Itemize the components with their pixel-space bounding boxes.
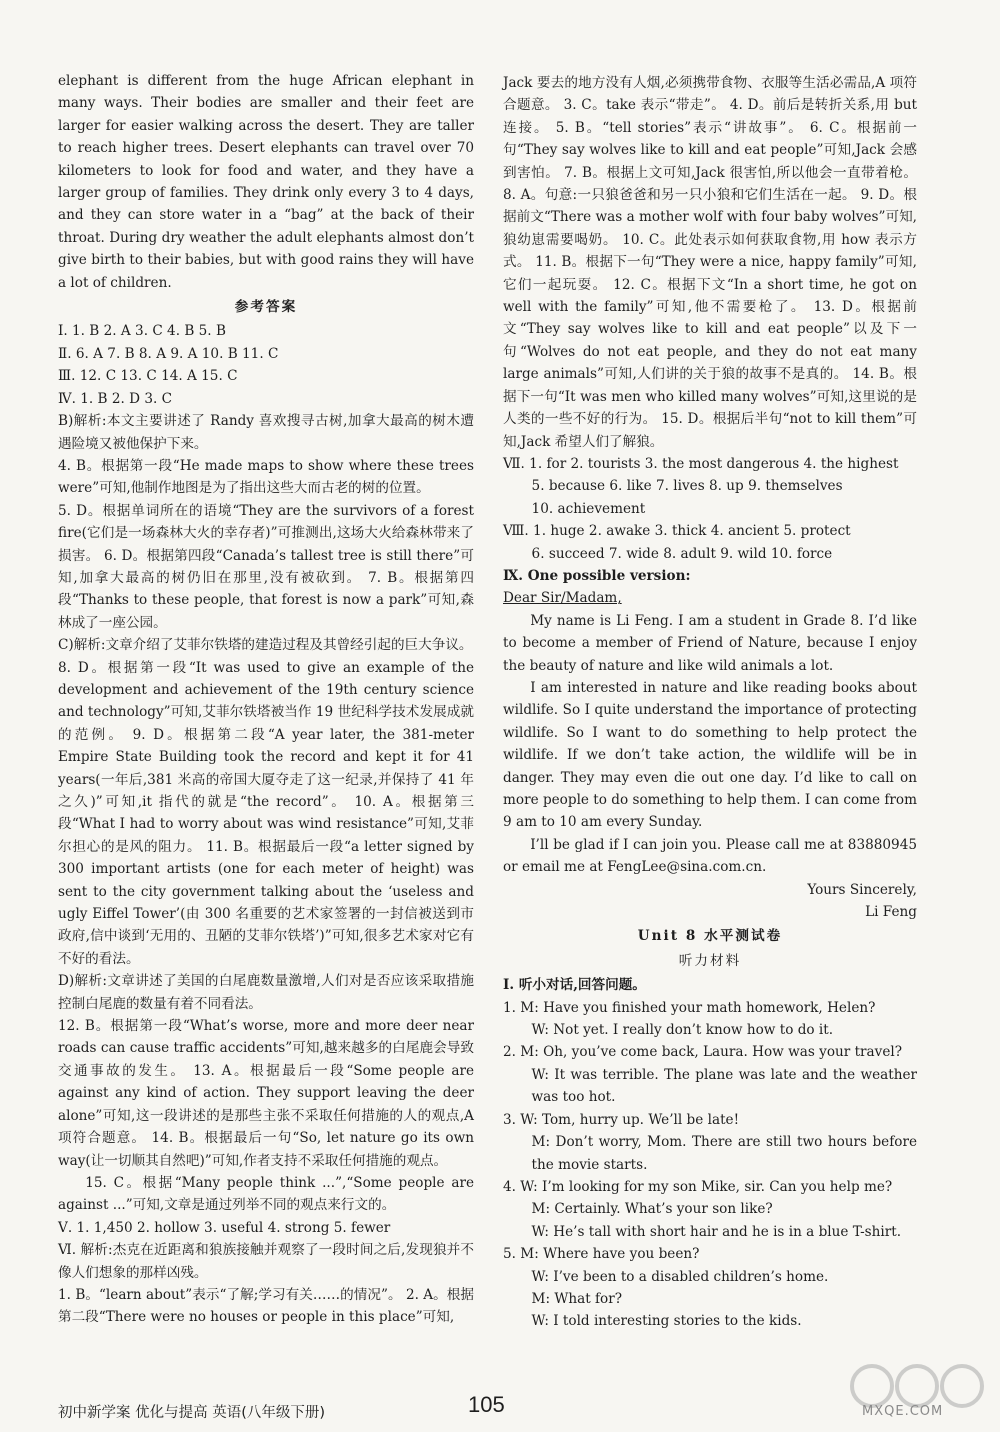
right-paragraph: M: Don’t worry, Mom. There are still two hours before the movie starts.	[531, 1134, 917, 1173]
right-paragraph: Dear Sir/Madam,	[503, 590, 622, 607]
right-paragraph: W: I’ve been to a disabled children’s home.	[531, 1268, 829, 1285]
page-number: 105	[468, 1392, 505, 1417]
right-paragraph: Ⅶ. 1. for 2. tourists 3. the most dangerous 4. the highest	[503, 455, 899, 472]
left-paragraph: Ⅴ. 1. 1,450 2. hollow 3. useful 4. strong 5. fewer	[58, 1219, 391, 1236]
right-paragraph: My name is Li Feng. I am a student in Grade 8. I’d like to become a member of Friend of Nature, because I enjoy the beauty of nature and like wild animals a lot.	[503, 612, 917, 674]
right-paragraph: 听力材料	[678, 952, 742, 969]
left-paragraph: Ⅳ. 1. B 2. D 3. C	[58, 390, 173, 407]
footer-book-title: 初中新学案 优化与提高 英语(八年级下册)	[58, 1405, 326, 1421]
left-paragraph: 15. C。根据“Many people think ...”,“Some people are against ...”可知,文章是通过列举不同的观点来行文的。	[58, 1174, 474, 1214]
right-paragraph: W: I told interesting stories to the kids.	[531, 1313, 802, 1330]
right-paragraph: W: It was terrible. The plane was late and the weather was too hot.	[531, 1066, 917, 1106]
right-paragraph: 10. achievement	[531, 500, 646, 517]
right-paragraph: 2. M: Oh, you’ve come back, Laura. How was your travel?	[503, 1044, 903, 1061]
left-paragraph: elephant is different from the huge African elephant in many ways. Their bodies are smaller and their feet are larger for easier walking across the desert. They are taller to reach higher trees. Desert elephants can travel over 70 kilometers to look for food and water, and they have a larger group of families. They drink only every 3 to 4 days, and they can store water in a “bag” at the back of their throat. During dry weather the adult elephants almost don’t give birth to their babies, but with good rains they will have a lot of children.	[58, 73, 474, 291]
right-paragraph: 6. succeed 7. wide 8. adult 9. wild 10. force	[531, 545, 833, 562]
right-paragraph: M: What for?	[531, 1290, 622, 1307]
right-paragraph: 5. M: Where have you been?	[503, 1246, 700, 1263]
right-paragraph: Ⅸ. One possible version:	[503, 567, 691, 584]
watermark-text: MXQE.COM	[862, 1404, 944, 1419]
right-paragraph: 4. W: I’m looking for my son Mike, sir. Can you help me?	[503, 1178, 893, 1195]
left-paragraph: 1. B。“learn about”表示“了解;学习有关……的情况”。 2. A。根据第二段“There were no houses or people in this place”可知,	[58, 1286, 474, 1326]
right-paragraph: 5. because 6. like 7. lives 8. up 9. themselves	[531, 478, 843, 495]
right-paragraph: Ⅰ. 听小对话,回答问题。	[503, 977, 646, 994]
left-paragraph: B)解析:本文主要讲述了 Randy 喜欢搜寻古树,加拿大最高的树木遭遇险境又被他保护下来。	[58, 413, 474, 452]
right-column	[503, 72, 917, 1333]
right-paragraph: 3. W: Tom, hurry up. We’ll be late!	[503, 1111, 740, 1128]
right-paragraph: W: Not yet. I really don’t know how to do it.	[531, 1022, 834, 1039]
left-paragraph: Ⅲ. 12. C 13. C 14. A 15. C	[58, 368, 238, 385]
left-paragraph: 12. B。根据第一段“What’s worse, more and more deer near roads can cause traffic accidents”可知,越来越多的白尾鹿会导致交通事故的发生。 13. A。根据最后一段“Some people are against any kind of action. They support leaving the deer alone”可知,这一段讲述的是那些主张不采取任何措施的人的观点,A 项符合题意。 14. B。根据最后一句“So, let nature go its own way(让一切顺其自然吧)”可知,作者支持不采取任何措施的观点。	[58, 1018, 474, 1169]
right-paragraph: Jack 要去的地方没有人烟,必须携带食物、衣服等生活必需品,A 项符合题意。 3. C。take 表示“带走”。 4. D。前后是转折关系,用 but 连接。 5. B。“tell stories”表示“讲故事”。 6. C。根据前一句“They say wolves like to kill and eat people”可知,Jack 会感到害怕。 7. B。根据上文可知,Jack 很害怕,所以他会一直带着枪。 8. A。句意:一只狼爸爸和另一只小狼和它们生活在一起。 9. D。根据前文“There was a mother wolf with four baby wolves”可知,狼幼崽需要喝奶。 10. C。此处表示如何获取食物,用 how 表示方式。 11. B。根据下一句“They were a nice, happy family”可知,它们一起玩耍。 12. C。根据下文“In a short time, he got on well with the family”可知,他不需要枪了。 13. D。根据前文“They say wolves like to kill and eat people”以及下一句“Wolves do not eat people, and they do not eat many large animals”可知,人们讲的关于狼的故事不是真的。 14. B。根据下一句“It was men who killed many wolves”可知,这里说的是人类的一些不好的行为。 15. D。根据后半句“not to kill them”可知,Jack 希望人们了解狼。	[503, 75, 917, 450]
right-paragraph: 1. M: Have you finished your math homework, Helen?	[503, 999, 876, 1016]
left-paragraph: Ⅵ. 解析:杰克在近距离和狼族接触并观察了一段时间之后,发现狼并不像人们想象的那样凶残。	[58, 1242, 474, 1281]
left-paragraph: 4. B。根据第一段“He made maps to show where these trees were”可知,他制作地图是为了指出这些大而古老的树的位置。	[58, 457, 474, 497]
left-paragraph: 5. D。根据单词所在的语境“They are the survivors of a forest fire(它们是一场森林大火的幸存者)”可推测出,这场大火给森林带来了损害。 6. D。根据第四段“Canada’s tallest tree is still there”可知,加拿大最高的树仍旧在那里,没有被砍到。 7. B。根据第四段“Thanks to these people, that forest is now a park”可知,森林成了一座公园。	[58, 502, 474, 631]
right-paragraph: Unit 8 水平测试卷	[637, 928, 783, 945]
right-paragraph: M: Certainly. What’s your son like?	[531, 1201, 773, 1218]
right-paragraph: Ⅷ. 1. huge 2. awake 3. thick 4. ancient 5. protect	[503, 523, 851, 540]
left-paragraph: Ⅱ. 6. A 7. B 8. A 9. A 10. B 11. C	[58, 345, 279, 362]
left-paragraph: D)解析:文章讲述了美国的白尾鹿数量激增,人们对是否应该采取措施控制白尾鹿的数量有着不同看法。	[58, 973, 474, 1012]
right-paragraph: I am interested in nature and like reading books about wildlife. So I quite understand the importance of protecting wildlife. So I want to do something to help protect the wildlife. If we don’t take action, the wildlife will be in danger. They may even die out one day. I’d like to call on more people to do something to help them. I can come from 9 am to 10 am every Sunday.	[503, 679, 917, 831]
right-paragraph: Yours Sincerely,	[807, 881, 917, 898]
left-column	[58, 70, 474, 1329]
left-paragraph: C)解析:文章介绍了艾菲尔铁塔的建造过程及其曾经引起的巨大争议。	[58, 637, 473, 654]
left-paragraph: Ⅰ. 1. B 2. A 3. C 4. B 5. B	[58, 323, 226, 340]
left-paragraph: 8. D。根据第一段“It was used to give an example of the development and achievement of the 19th century science and technology”可知,艾菲尔铁塔被当作 19 世纪科学技术发展成就的范例。 9. D。根据第二段“A year later, the 381-meter Empire State Building took the record and kept it for 41 years(一年后,381 米高的帝国大厦夺走了这一纪录,并保持了 41 年之久)”可知,it 指代的就是“the record”。 10. A。根据第三段“What I had to worry about was wind resistance”可知,艾菲尔担心的是风的阻力。 11. B。根据最后一段“a letter signed by 300 important artists (one for each meter of height) was sent to the city government talking about the ‘useless and ugly Eiffel Tower’(由 300 名重要的艺术家签署的一封信被送到市政府,信中谈到‘无用的、丑陋的艾菲尔铁塔’)”可知,很多艺术家对它有不好的看法。	[58, 659, 474, 967]
right-paragraph: I’ll be glad if I can join you. Please call me at 83880945 or email me at FengLee@sina.com.cn.	[503, 836, 917, 876]
right-paragraph: W: He’s tall with short hair and he is in a blue T-shirt.	[531, 1223, 902, 1240]
right-paragraph: Li Feng	[865, 904, 917, 921]
left-paragraph: 参考答案	[234, 299, 298, 316]
